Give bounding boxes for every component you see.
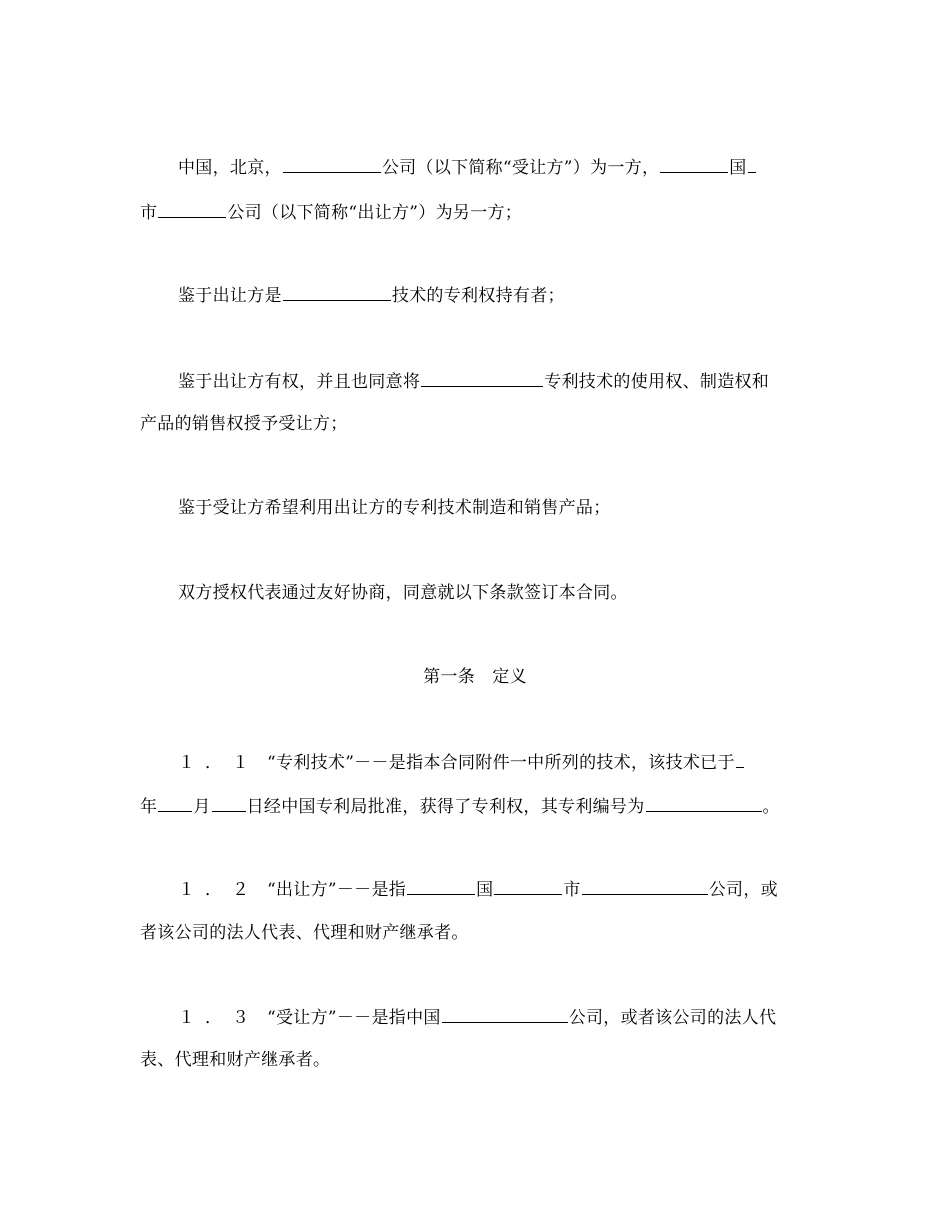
clause-1-2-line1 [178,878,818,901]
text: 月 [193,797,211,817]
clause-number: １．１ [178,753,259,773]
preamble-p5 [178,582,818,604]
clause-number: １．３ [178,1008,259,1028]
text: 市 [140,203,158,223]
blank-field [212,795,246,812]
blank-field [748,156,756,173]
preamble-p1-line1 [178,156,818,179]
text: 者该公司的法人代表、代理和财产继承者。 [140,923,469,943]
text: 公司（以下简称“出让方”）为另一方； [227,203,523,223]
preamble-p1-line2 [140,201,820,224]
text: 专利技术的使用权、制造权和 [544,372,770,392]
clause-1-3-line2 [140,1049,820,1071]
article-title [0,666,950,688]
text: 双方授权代表通过友好协商，同意就以下条款签订本合同。 [178,583,628,603]
preamble-p4 [178,497,818,519]
clause-1-3-line1 [178,1006,818,1029]
preamble-p3-line1 [178,370,818,393]
text: 年 [140,797,158,817]
text: 鉴于受让方希望利用出让方的专利技术制造和销售产品； [178,498,611,518]
blank-field [158,201,226,218]
blank-field [283,284,391,301]
text: “专利技术”－－是指本合同附件一中所列的技术，该技术已于 [267,753,735,773]
text: 市 [563,880,581,900]
preamble-p2 [178,284,818,307]
text: 中国，北京， [178,158,282,178]
text: 公司，或者该公司的法人代 [568,1008,777,1028]
preamble-p3-line2 [140,413,820,435]
text: 技术的专利权持有者； [391,286,565,306]
text: 公司，或 [708,880,778,900]
text: 国 [729,158,747,178]
text: 表、代理和财产继承者。 [140,1050,331,1070]
text: “受让方”－－是指中国 [267,1008,441,1028]
text: 鉴于出让方是 [178,286,282,306]
clause-1-2-line2 [140,922,820,944]
clause-1-1-line1 [178,751,818,774]
blank-field [158,795,192,812]
text: 产品的销售权授予受让方； [140,414,348,434]
blank-field [646,795,762,812]
text: 鉴于出让方有权，并且也同意将 [178,372,421,392]
clause-1-1-line2 [140,795,820,818]
text: 。 [762,797,780,817]
text: 公司（以下简称“受让方”）为一方， [381,158,660,178]
heading: 第一条 定义 [423,667,527,687]
text: 国 [476,880,494,900]
blank-field [442,1006,568,1023]
blank-field [407,878,475,895]
blank-field [582,878,708,895]
blank-field [494,878,562,895]
blank-field [421,370,543,387]
text: 日经中国专利局批准，获得了专利权，其专利编号为 [246,797,645,817]
blank-field [660,156,728,173]
blank-field [283,156,381,173]
clause-number: １．２ [178,880,259,900]
blank-field [736,751,744,768]
text: “出让方”－－是指 [267,880,407,900]
